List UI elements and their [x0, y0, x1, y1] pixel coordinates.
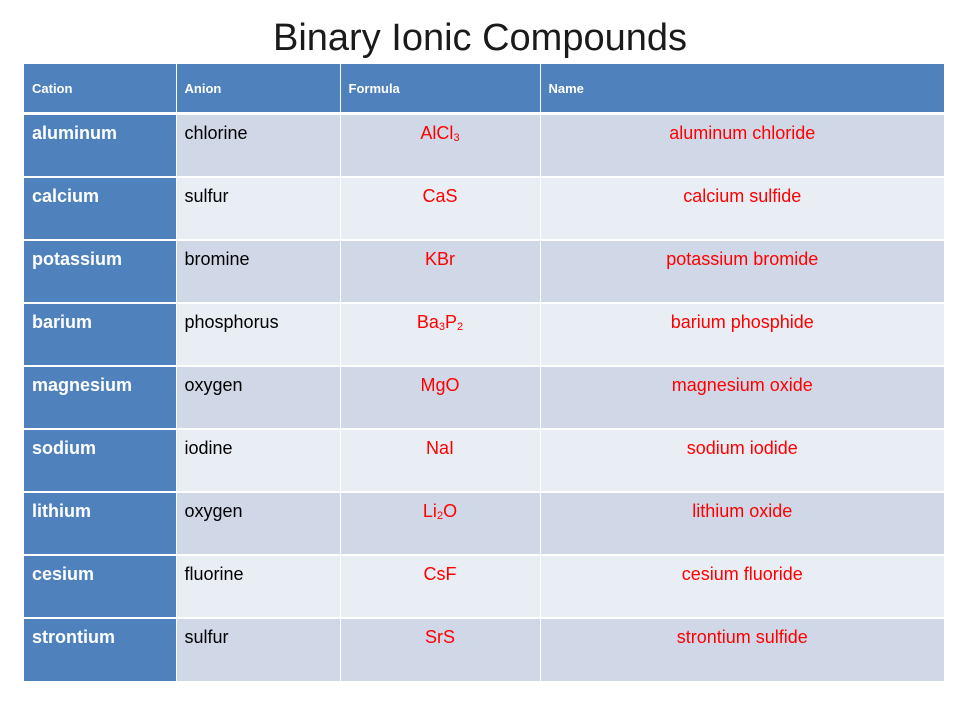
formula-cell — [340, 555, 540, 618]
anion-cell: iodine — [176, 429, 340, 492]
anion-cell: sulfur — [176, 618, 340, 681]
anion-cell: oxygen — [176, 492, 340, 555]
formula-cell — [340, 303, 540, 366]
formula-text: CsF — [423, 563, 457, 584]
name-cell: lithium oxide — [540, 492, 944, 555]
cation-cell: calcium — [24, 177, 176, 240]
cation-cell: sodium — [24, 429, 176, 492]
table-row — [24, 114, 944, 177]
anion-cell: bromine — [176, 240, 340, 303]
header-anion: Anion — [176, 64, 340, 114]
cation-cell: potassium — [24, 240, 176, 303]
formula-text: CaS — [422, 185, 458, 206]
anion-cell: sulfur — [176, 177, 340, 240]
formula-text: SrS — [424, 626, 455, 647]
formula-text: NaI — [425, 437, 454, 458]
formula-text: Ba — [416, 311, 439, 332]
formula-subscript: 3 — [438, 320, 445, 333]
table-row — [24, 240, 944, 303]
anion-cell: oxygen — [176, 366, 340, 429]
name-cell: sodium iodide — [540, 429, 944, 492]
name-cell: cesium fluoride — [540, 555, 944, 618]
formula-cell — [340, 618, 540, 681]
cation-cell: lithium — [24, 492, 176, 555]
name-cell: barium phosphide — [540, 303, 944, 366]
formula-text: O — [443, 500, 458, 521]
formula-cell — [340, 177, 540, 240]
cation-cell: cesium — [24, 555, 176, 618]
name-cell: calcium sulfide — [540, 177, 944, 240]
anion-cell: fluorine — [176, 555, 340, 618]
table-row — [24, 429, 944, 492]
name-cell: magnesium oxide — [540, 366, 944, 429]
formula-cell — [340, 492, 540, 555]
cation-cell: magnesium — [24, 366, 176, 429]
table-row — [24, 303, 944, 366]
cation-cell: barium — [24, 303, 176, 366]
formula-subscript: 3 — [453, 132, 460, 144]
table-row — [24, 618, 944, 681]
formula-cell — [340, 114, 540, 177]
cation-cell: strontium — [24, 618, 176, 681]
header-name: Name — [540, 64, 944, 114]
table-header — [24, 64, 944, 114]
formula-cell — [340, 429, 540, 492]
formula-text: AlCl — [420, 123, 454, 143]
formula-cell — [340, 240, 540, 303]
compounds-table — [24, 64, 944, 681]
table-row — [24, 366, 944, 429]
cation-cell: aluminum — [24, 114, 176, 177]
slide-title: Binary Ionic Compounds — [273, 17, 687, 59]
table-row — [24, 492, 944, 555]
header-formula: Formula — [340, 64, 540, 114]
table-row — [24, 177, 944, 240]
header-row — [24, 64, 944, 114]
name-cell: aluminum chloride — [540, 114, 944, 177]
formula-text: Li — [422, 500, 437, 521]
header-cation: Cation — [24, 64, 176, 114]
formula-text: MgO — [420, 374, 460, 395]
formula-subscript: 2 — [457, 320, 464, 333]
name-cell: strontium sulfide — [540, 618, 944, 681]
formula-subscript: 2 — [436, 509, 444, 522]
name-cell: potassium bromide — [540, 240, 944, 303]
formula-cell — [340, 366, 540, 429]
formula-text: P — [445, 311, 458, 332]
table-body — [24, 114, 944, 681]
anion-cell: chlorine — [176, 114, 340, 177]
anion-cell: phosphorus — [176, 303, 340, 366]
formula-text: KBr — [424, 248, 455, 269]
table-row — [24, 555, 944, 618]
